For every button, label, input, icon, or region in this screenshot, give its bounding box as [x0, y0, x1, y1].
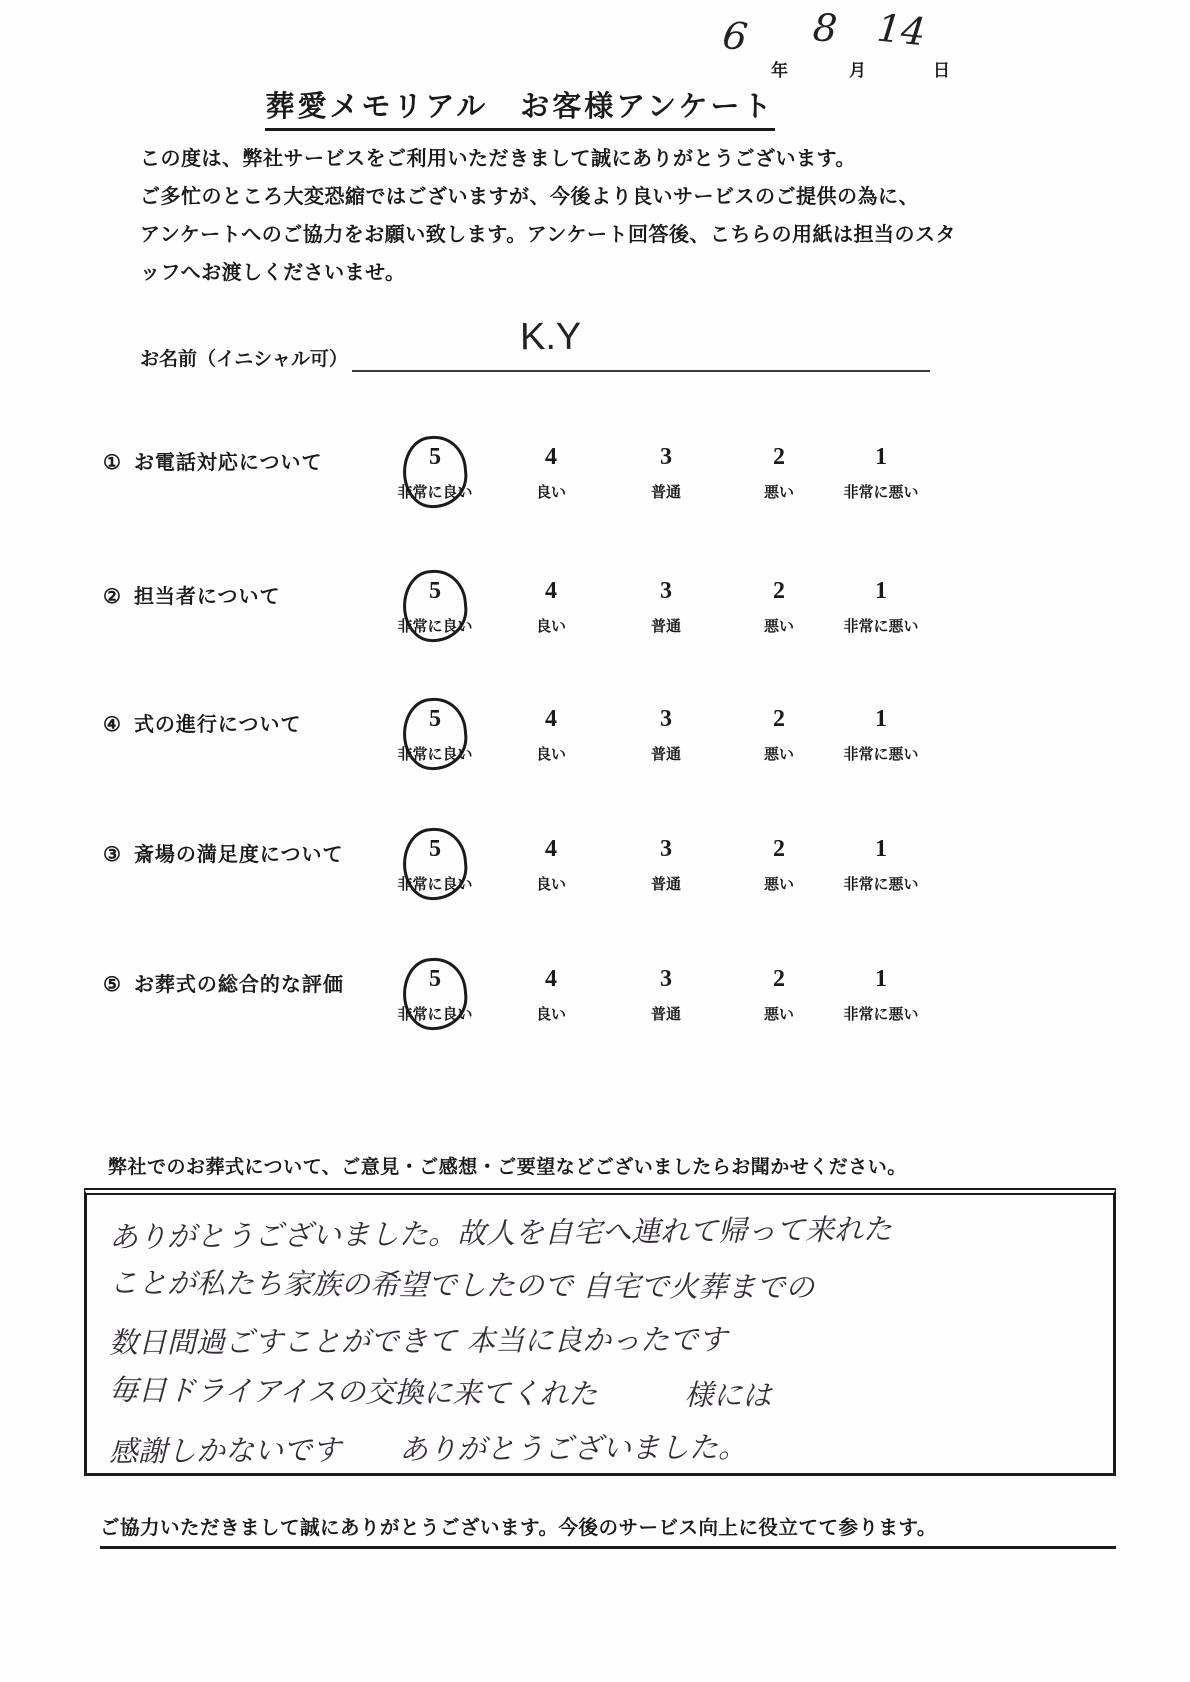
rating-option [496, 820, 606, 920]
rating-label: 非常に良い [397, 484, 473, 501]
handwritten-comment-line: ことが私たち家族の希望でしたので 自宅で火葬までの [108, 1265, 815, 1305]
date-day-label: 日 [933, 61, 950, 80]
intro-line: この度は、弊社サービスをご利用いただきまして誠にありがとうございます。 [140, 148, 856, 170]
question-row [0, 562, 1190, 662]
rating-option [496, 690, 606, 790]
question-row [0, 690, 1190, 790]
question-number: ② [103, 586, 122, 608]
rating-value: 2 [773, 966, 785, 992]
rating-label: 普通 [650, 746, 681, 763]
question-text: 式の進行について [133, 714, 302, 736]
rating-value: 3 [660, 836, 672, 862]
date-month-value: 8 [811, 5, 839, 51]
intro-paragraph [140, 140, 980, 292]
question-number: ① [103, 452, 122, 474]
rating-value: 1 [875, 966, 887, 992]
rating-value: 4 [545, 578, 557, 604]
question-number: ③ [103, 844, 122, 866]
rating-label: 普通 [650, 484, 681, 501]
question-row [0, 428, 1190, 528]
question-label [103, 968, 344, 997]
handwritten-comment-line: 数日間過ごすことができて 本当に良かったです [108, 1322, 728, 1360]
rating-label: 普通 [650, 1006, 681, 1023]
rating-value: 3 [660, 966, 672, 992]
rating-value: 1 [875, 836, 887, 862]
footer-thanks: ご協力いただきまして誠にありがとうございます。今後のサービス向上に役立てて参ります。 [100, 1512, 1116, 1549]
comment-box [84, 1188, 1116, 1476]
rating-label: 非常に良い [397, 1006, 473, 1023]
date-day-value: 14 [874, 5, 928, 55]
rating-value: 4 [545, 966, 557, 992]
rating-label: 普通 [650, 876, 681, 893]
rating-value: 5 [429, 444, 441, 470]
rating-value: 4 [545, 706, 557, 732]
question-label [103, 708, 302, 737]
rating-value: 5 [429, 706, 441, 732]
rating-option [380, 950, 490, 1050]
question-label [103, 838, 344, 867]
rating-option [496, 950, 606, 1050]
rating-label: 悪い [763, 1006, 794, 1023]
question-text: お葬式の総合的な評価 [133, 974, 344, 996]
name-field-underline [352, 370, 930, 372]
rating-option [724, 428, 834, 528]
rating-label: 悪い [763, 484, 794, 501]
question-label [103, 580, 281, 609]
question-text: 斎場の満足度について [133, 844, 344, 866]
rating-option [724, 950, 834, 1050]
page-title: 葬愛メモリアル お客様アンケート [265, 84, 774, 131]
rating-option [724, 562, 834, 662]
rating-value: 1 [875, 578, 887, 604]
date-line [715, 5, 995, 82]
rating-label: 非常に悪い [843, 746, 919, 763]
intro-line: ッフへお渡しくださいませ。 [140, 262, 406, 284]
rating-label: 非常に良い [397, 876, 473, 893]
rating-option [380, 562, 490, 662]
rating-value: 5 [429, 578, 441, 604]
name-field-value: K.Y [519, 315, 582, 359]
question-row [0, 950, 1190, 1050]
rating-option [724, 690, 834, 790]
question-number: ④ [103, 714, 122, 736]
rating-option [611, 562, 721, 662]
handwritten-comment-line: 毎日ドライアイスの交換に来てくれた 様には [108, 1372, 772, 1413]
rating-value: 2 [773, 706, 785, 732]
date-year-label: 年 [771, 61, 788, 80]
rating-label: 良い [535, 876, 566, 893]
rating-label: 良い [535, 746, 566, 763]
question-row [0, 820, 1190, 920]
rating-label: 非常に悪い [843, 618, 919, 635]
question-number: ⑤ [103, 974, 122, 996]
rating-value: 2 [773, 578, 785, 604]
title-wrap [140, 84, 900, 131]
handwritten-comment-line: ありがとうございました。故人を自宅へ連れて帰って来れた [108, 1211, 893, 1255]
rating-label: 良い [535, 484, 566, 501]
rating-value: 4 [545, 836, 557, 862]
rating-label: 良い [535, 618, 566, 635]
rating-label: 非常に悪い [843, 876, 919, 893]
rating-label: 非常に良い [397, 746, 473, 763]
rating-option [611, 950, 721, 1050]
rating-value: 5 [429, 966, 441, 992]
rating-option [611, 428, 721, 528]
date-year-value: 6 [720, 12, 751, 60]
rating-option [380, 820, 490, 920]
rating-label: 良い [535, 1006, 566, 1023]
rating-value: 3 [660, 578, 672, 604]
question-label [103, 446, 323, 475]
question-text: お電話対応について [133, 452, 323, 474]
rating-label: 非常に悪い [843, 484, 919, 501]
rating-option [826, 562, 936, 662]
rating-value: 2 [773, 836, 785, 862]
rating-label: 普通 [650, 618, 681, 635]
rating-option [826, 820, 936, 920]
intro-line: ご多忙のところ大変恐縮ではございますが、今後より良いサービスのご提供の為に、 [140, 186, 919, 208]
rating-value: 5 [429, 836, 441, 862]
rating-value: 3 [660, 444, 672, 470]
rating-value: 1 [875, 444, 887, 470]
rating-option [826, 950, 936, 1050]
date-month-label: 月 [849, 61, 866, 80]
rating-option [611, 820, 721, 920]
name-field-label: お名前（イニシャル可） [140, 349, 348, 370]
rating-option [380, 428, 490, 528]
handwritten-comment-line: 感謝しかないです ありがとうございました。 [108, 1429, 748, 1469]
rating-value: 2 [773, 444, 785, 470]
rating-option [826, 428, 936, 528]
intro-line: アンケートへのご協力をお願い致します。アンケート回答後、こちらの用紙は担当のスタ [140, 224, 956, 246]
rating-label: 悪い [763, 746, 794, 763]
rating-value: 3 [660, 706, 672, 732]
rating-value: 4 [545, 444, 557, 470]
rating-option [496, 562, 606, 662]
rating-value: 1 [875, 706, 887, 732]
rating-label: 非常に悪い [843, 1006, 919, 1023]
rating-option [724, 820, 834, 920]
comment-prompt: 弊社でのお葬式について、ご意見・ご感想・ご要望などございましたらお聞かせください。 [108, 1157, 907, 1178]
question-text: 担当者について [133, 586, 281, 608]
rating-label: 悪い [763, 876, 794, 893]
rating-option [826, 690, 936, 790]
rating-option [380, 690, 490, 790]
rating-option [496, 428, 606, 528]
rating-option [611, 690, 721, 790]
rating-label: 悪い [763, 618, 794, 635]
rating-label: 非常に良い [397, 618, 473, 635]
